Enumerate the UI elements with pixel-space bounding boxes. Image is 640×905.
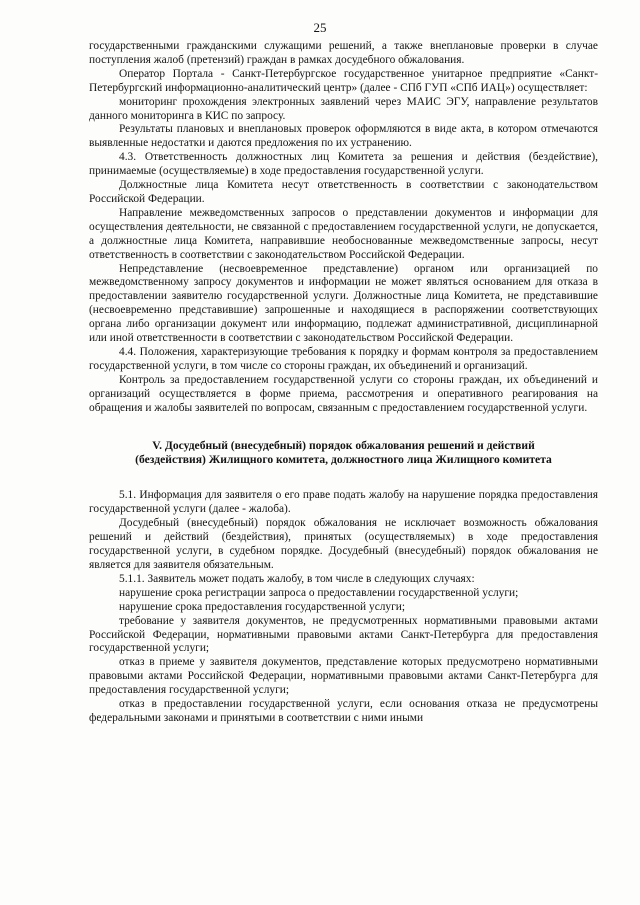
- paragraph: Контроль за предоставлением государственной услуги со стороны граждан, их объединений и организаций осуществляется в форме приема, рассмотрения и оперативного реагирования на обращения и жалобы заявителей по вопросам, связанным с предоставлением государственной услуги.: [89, 373, 598, 414]
- paragraph: требование у заявителя документов, не предусмотренных нормативными правовыми актами Российской Федерации, нормативными правовыми актами Санкт-Петербурга для предоставления государственной услуги;: [89, 614, 598, 655]
- paragraph: нарушение срока регистрации запроса о предоставлении государственной услуги;: [119, 586, 519, 599]
- paragraph: Направление межведомственных запросов о представлении документов и информации для осуществления деятельности, не связанной с предоставлением государственной услуги, не допускается, а должностные лица Комитета, направившие необоснованные межведомственные запросы, несут ответственность в соответствии с законодательством Российской Федерации.: [89, 206, 598, 261]
- paragraph: Оператор Портала - Санкт-Петербургское государственное унитарное предприятие «Санкт-Петербургский информационно-аналитический центр» (далее - СПб ГУП «СПб ИАЦ») осуществляет:: [89, 67, 598, 94]
- paragraph: отказ в предоставлении государственной услуги, если основания отказа не предусмотрены федеральными законами и принятыми в соответствии с ними иными: [89, 698, 598, 724]
- page-number: 25: [313, 20, 327, 35]
- paragraph: 4.3. Ответственность должностных лиц Комитета за решения и действия (бездействие), принимаемые (осуществляемые) в ходе предоставления государственной услуги.: [89, 151, 598, 178]
- paragraph: 5.1.1. Заявитель может подать жалобу, в том числе в следующих случаях:: [119, 572, 475, 585]
- paragraph: государственными гражданскими служащими решений, а также внеплановые проверки в случае поступления жалоб (претензий) граждан в рамках досудебного обжалования.: [89, 40, 598, 66]
- paragraph: 5.1. Информация для заявителя о его праве подать жалобу на нарушение порядка предоставления государственной услуги (далее - жалоба).: [89, 489, 598, 516]
- section-heading-line: (бездействия) Жилищного комитета, должностного лица Жилищного комитета: [135, 453, 552, 467]
- paragraph: мониторинг прохождения электронных заявлений через МАИС ЭГУ, направление результатов данного мониторинга в КИС по запросу.: [89, 95, 598, 122]
- paragraph: Досудебный (внесудебный) порядок обжалования не исключает возможность обжалования решений и действий (бездействия), принятых (осуществляемых) в ходе предоставления государственной услуги, в судебном порядке. Досудебный (внесудебный) порядок обжалования не является для заявителя обязательным.: [89, 517, 598, 571]
- document-body: [89, 40, 598, 726]
- paragraph: Должностные лица Комитета несут ответственность в соответствии с законодательством Российской Федерации.: [89, 179, 598, 205]
- paragraph: Непредставление (несвоевременное представление) органом или организацией по межведомственному запросу документов и информации не может являться основанием для отказа в предоставлении заявителю государственной услуги. Должностные лица Комитета, не представившие (несвоевременно представившие) запрошенные и находящиеся в распоряжении соответствующих органа либо организации документ или информацию, подлежат административной, дисциплинарной или иной ответственности в соответствии с законодательством Российской Федерации.: [89, 262, 598, 345]
- paragraph: Результаты плановых и внеплановых проверок оформляются в виде акта, в котором отмечаются выявленные недостатки и даются предложения по их устранению.: [89, 123, 598, 150]
- section-heading-line: V. Досудебный (внесудебный) порядок обжалования решений и действий: [152, 439, 535, 453]
- paragraph: 4.4. Положения, характеризующие требования к порядку и формам контроля за предоставлением государственной услуги, в том числе со стороны граждан, их объединений и организаций.: [89, 345, 598, 372]
- paragraph: отказ в приеме у заявителя документов, представление которых предусмотрено нормативными правовыми актами Российской Федерации, нормативными правовыми актами Санкт-Петербурга для предоставления государственной услуги;: [89, 656, 598, 697]
- section-heading: [89, 439, 598, 467]
- paragraph: нарушение срока предоставления государственной услуги;: [119, 600, 406, 613]
